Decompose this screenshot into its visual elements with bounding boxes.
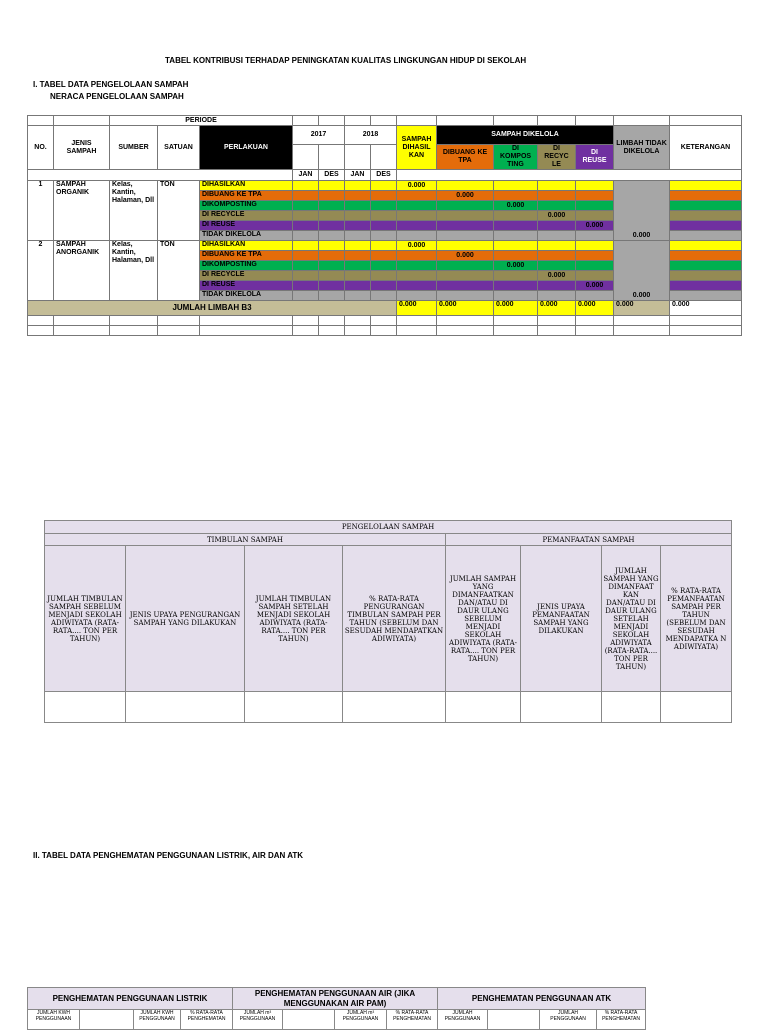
col-rata-pengurangan: % RATA-RATA PENGURANGAN TIMBULAN SAMPAH PER TAHUN (SEBELUM DAN SESUDAH MENDAPATKAN ADIWIYATA): [343, 546, 446, 692]
section1-subheading: NERACA PENGELOLAAN SAMPAH: [50, 92, 184, 101]
waste-balance-table: [27, 115, 742, 336]
sampah-dikelola-header: SAMPAH DIKELOLA: [437, 126, 614, 145]
treatment-dihasilkan: DIHASILKAN: [200, 181, 293, 191]
input-cell[interactable]: [521, 692, 602, 723]
col-timbulan-setelah: JUMLAH TIMBULAN SAMPAH SETELAH MENJADI SEKOLAH ADIWIYATA (RATA-RATA.... TON PER TAHUN): [245, 546, 343, 692]
sampah-dihasilkan-header: SAMPAH DIHASIL KAN: [397, 126, 437, 170]
pemanfaatan-header: PEMANFAATAN SAMPAH: [446, 534, 732, 546]
col-timbulan-sebelum: JUMLAH TIMBULAN SAMPAH SEBELUM MENJADI SEKOLAH ADIWIYATA (RATA-RATA.... TON PER TAHUN): [45, 546, 126, 692]
treatment-dikomposting: DIKOMPOSTING: [200, 261, 293, 271]
total-dihasilkan: 0.000: [397, 301, 437, 316]
limbah-header: LIMBAH TIDAK DIKELOLA: [614, 126, 670, 170]
listrik-header: PENGHEMATAN PENGGUNAAN LISTRIK: [28, 988, 233, 1010]
value-direuse: 0.000: [576, 221, 614, 231]
dikompos-header: DI KOMPOS TING: [494, 145, 538, 170]
treatment-dibuang: DIBUANG KE TPA: [200, 191, 293, 201]
total-dikompos: 0.000: [494, 301, 538, 316]
value-direcycle: 0.000: [538, 211, 576, 221]
air-header: PENGHEMATAN PENGGUNAAN AIR (JIKA MENGGUNAKAN AIR PAM): [233, 988, 438, 1010]
atk-header: PENGHEMATAN PENGGUNAAN ATK: [438, 988, 646, 1010]
jumlah-limbah-label: JUMLAH LIMBAH B3: [28, 301, 397, 316]
jan-2017: JAN: [293, 170, 319, 181]
atk-setelah-header: JUMLAH PENGGUNAAN: [540, 1010, 597, 1030]
m3-setelah-header: JUMLAH m³ PENGGUNAAN: [335, 1010, 387, 1030]
treatment-dibuang: DIBUANG KE TPA: [200, 251, 293, 261]
sumber-header: SUMBER: [110, 126, 158, 170]
value-dikompos: 0.000: [494, 261, 538, 271]
value-dikompos: 0.000: [494, 201, 538, 211]
satuan-header: SATUAN: [158, 126, 200, 170]
kwh-setelah-header: JUMLAH KWH PENGGUNAAN: [134, 1010, 181, 1030]
air-rata-header: % RATA-RATA PENGHEMATAN: [387, 1010, 438, 1030]
periode-header: PERIODE: [110, 116, 293, 126]
col-jenis-pengurangan: JENIS UPAYA PENGURANGAN SAMPAH YANG DILAKUKAN: [126, 546, 245, 692]
row-satuan: TON: [158, 241, 200, 301]
total-direuse: 0.000: [576, 301, 614, 316]
des-2018: DES: [371, 170, 397, 181]
row-no: 1: [28, 181, 54, 241]
treatment-direuse: DI REUSE: [200, 221, 293, 231]
treatment-tidak: TIDAK DIKELOLA: [200, 231, 293, 241]
m3-sebelum-header: JUMLAH m³ PENGGUNAAN: [233, 1010, 283, 1030]
row-no: 2: [28, 241, 54, 301]
section2-heading: II. TABEL DATA PENGHEMATAN PENGGUNAAN LISTRIK, AIR DAN ATK: [33, 851, 304, 860]
input-cell[interactable]: [45, 692, 126, 723]
value-dibuang: 0.000: [437, 251, 494, 261]
perlakuan-header: PERLAKUAN: [200, 126, 293, 170]
row-jenis: SAMPAH ANORGANIK: [54, 241, 110, 301]
value-direcycle: 0.000: [538, 271, 576, 281]
direuse-header: DI REUSE: [576, 145, 614, 170]
jan-2018: JAN: [345, 170, 371, 181]
treatment-dihasilkan: DIHASILKAN: [200, 241, 293, 251]
keterangan-header: KETERANGAN: [670, 126, 742, 170]
value-limbah: 0.000: [614, 181, 670, 241]
col-dimanfaatkan-setelah: JUMLAH SAMPAH YANG DIMANFAAT KAN DAN/ATAU DI DAUR ULANG SETELAH MENJADI SEKOLAH ADIWIYATA (RATA-RATA.... TON PER TAHUN): [602, 546, 661, 692]
main-title: TABEL KONTRIBUSI TERHADAP PENINGKATAN KUALITAS LINGKUNGAN HIDUP DI SEKOLAH: [165, 56, 527, 65]
input-cell[interactable]: [602, 692, 661, 723]
kwh-sebelum-header: JUMLAH KWH PENGGUNAAN: [28, 1010, 80, 1030]
row-sumber: Kelas, Kantin, Halaman, Dll: [110, 241, 158, 301]
waste-management-table: [44, 520, 732, 723]
no-header: NO.: [28, 126, 54, 170]
row-jenis: SAMPAH ORGANIK: [54, 181, 110, 241]
total-dibuang: 0.000: [437, 301, 494, 316]
treatment-dikomposting: DIKOMPOSTING: [200, 201, 293, 211]
input-cell[interactable]: [446, 692, 521, 723]
row-sumber: Kelas, Kantin, Halaman, Dll: [110, 181, 158, 241]
year-2018-header: 2018: [345, 126, 397, 145]
dibuang-header: DIBUANG KE TPA: [437, 145, 494, 170]
treatment-direcycle: DI RECYCLE: [200, 271, 293, 281]
input-cell[interactable]: [126, 692, 245, 723]
des-2017: DES: [319, 170, 345, 181]
value-limbah: 0.000: [614, 241, 670, 301]
jenis-sampah-header: JENIS SAMPAH: [54, 126, 110, 170]
value-dihasilkan: 0.000: [397, 241, 437, 251]
year-2017-header: 2017: [293, 126, 345, 145]
col-jenis-pemanfaatan: JENIS UPAYA PEMANFAATAN SAMPAH YANG DILAKUKAN: [521, 546, 602, 692]
treatment-direcycle: DI RECYCLE: [200, 211, 293, 221]
section1-heading: I. TABEL DATA PENGELOLAAN SAMPAH: [33, 80, 189, 89]
value-dibuang: 0.000: [437, 191, 494, 201]
pengelolaan-header: PENGELOLAAN SAMPAH: [45, 521, 732, 534]
value-dihasilkan: 0.000: [397, 181, 437, 191]
direcycle-header: DI RECYC LE: [538, 145, 576, 170]
timbulan-header: TIMBULAN SAMPAH: [45, 534, 446, 546]
atk-rata-header: % RATA-RATA PENGHEMATAN: [597, 1010, 646, 1030]
total-direcycle: 0.000: [538, 301, 576, 316]
col-dimanfaatkan-sebelum: JUMLAH SAMPAH YANG DIMANFAATKAN DAN/ATAU DI DAUR ULANG SEBELUM MENJADI SEKOLAH ADIWIYATA (RATA-RATA.... TON PER TAHUN): [446, 546, 521, 692]
input-cell[interactable]: [661, 692, 732, 723]
input-cell[interactable]: [343, 692, 446, 723]
input-cell[interactable]: [245, 692, 343, 723]
total-limbah: 0.000: [614, 301, 670, 316]
atk-sebelum-header: JUMLAH PENGGUNAAN: [438, 1010, 488, 1030]
col-rata-pemanfaatan: % RATA-RATA PEMANFAATAN SAMPAH PER TAHUN (SEBELUM DAN SESUDAH MENDAPATKA N ADIWIYATA): [661, 546, 732, 692]
listrik-rata-header: % RATA-RATA PENGHEMATAN: [181, 1010, 233, 1030]
total-keterangan: 0.000: [670, 301, 742, 316]
value-direuse: 0.000: [576, 281, 614, 291]
row-satuan: TON: [158, 181, 200, 241]
treatment-direuse: DI REUSE: [200, 281, 293, 291]
treatment-tidak: TIDAK DIKELOLA: [200, 291, 293, 301]
